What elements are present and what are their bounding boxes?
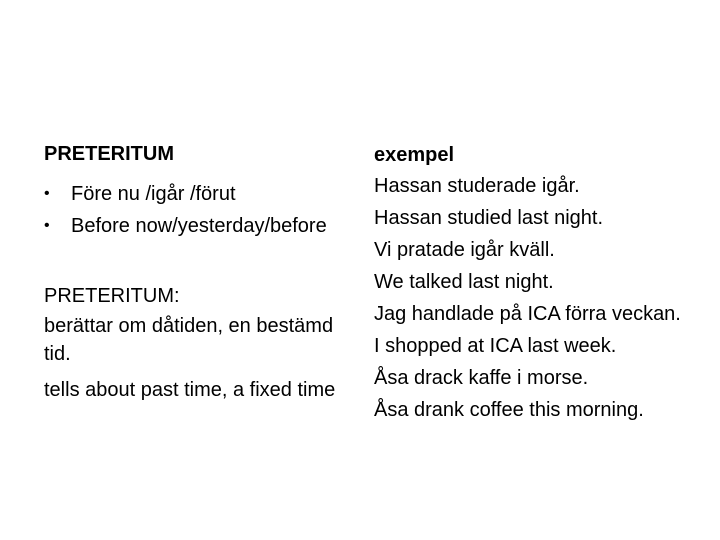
bullet-icon: • <box>44 217 50 234</box>
example-line: We talked last night. <box>374 271 554 293</box>
definition-list <box>44 180 344 240</box>
example-line: Åsa drack kaffe i morse. <box>374 367 589 389</box>
preteritum-subheading: PRETERITUM: <box>44 285 180 307</box>
example-line: Vi pratade igår kväll. <box>374 239 555 261</box>
list-item <box>44 212 344 240</box>
bullet-text: Före nu /igår /förut <box>71 183 236 205</box>
example-line: Hassan studerade igår. <box>374 175 580 197</box>
bullet-text: Before now/yesterday/before <box>71 215 327 237</box>
example-line: Hassan studied last night. <box>374 207 604 229</box>
example-line: Jag handlade på ICA förra veckan. <box>374 303 681 325</box>
example-line: Åsa drank coffee this morning. <box>374 399 644 421</box>
preteritum-heading: PRETERITUM <box>44 143 174 165</box>
list-item <box>44 180 344 208</box>
left-column <box>44 140 344 412</box>
right-column <box>374 140 704 426</box>
english-description: tells about past time, a fixed time <box>44 379 336 401</box>
swedish-description: berättar om dåtiden, en bestämd tid. <box>44 315 334 365</box>
bullet-icon: • <box>44 185 50 202</box>
example-line: I shopped at ICA last week. <box>374 335 617 357</box>
examples-heading: exempel <box>374 144 455 166</box>
